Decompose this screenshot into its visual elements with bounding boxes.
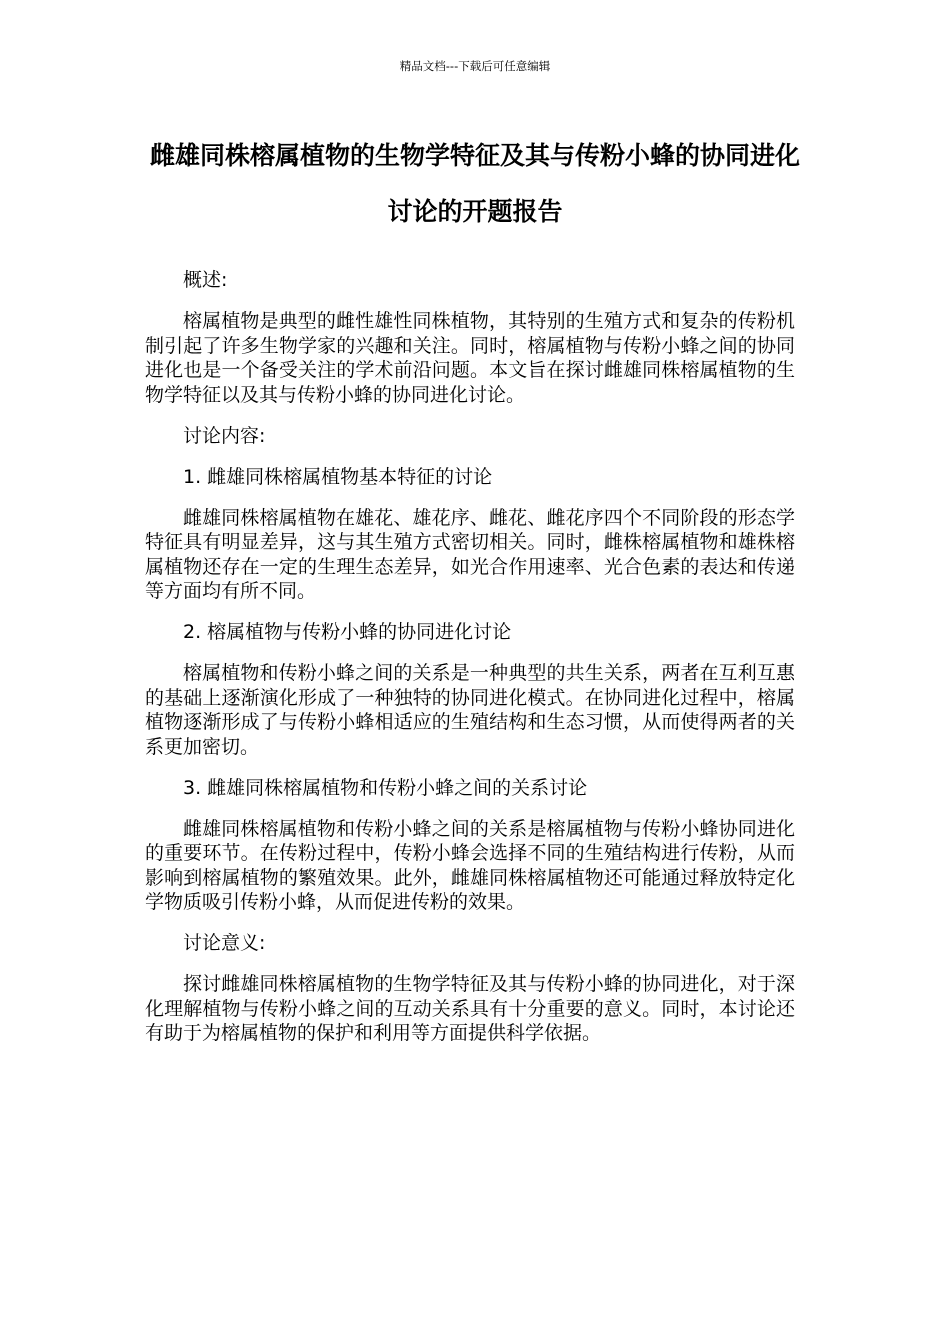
overview-heading: 概述: bbox=[183, 269, 228, 291]
significance-paragraph: 探讨雌雄同株榕属植物的生物学特征及其与传粉小蜂的协同进化，对于深化理解植物与传粉小蜂之间的互动关系具有十分重要的意义。同时，本讨论还有助于为榕属植物的保护和利用等方面提供科学依据。 bbox=[145, 973, 795, 1044]
page-header-note: 精品文档---下载后可任意编辑 bbox=[399, 59, 551, 73]
discussion-content-heading: 讨论内容: bbox=[183, 424, 266, 447]
section-2-heading: 2. 榕属植物与传粉小蜂的协同进化讨论 bbox=[183, 621, 512, 643]
section-2-paragraph: 榕属植物和传粉小蜂之间的关系是一种典型的共生关系，两者在互利互惠的基础上逐渐演化形成了一种独特的协同进化模式。在协同进化过程中，榕属植物逐渐形成了与传粉小蜂相适应的生殖结构和生态习惯，从而使得两者的关系更加密切。 bbox=[145, 662, 795, 758]
document-title: 雌雄同株榕属植物的生物学特征及其与传粉小蜂的协同进化讨论的开题报告 bbox=[149, 141, 800, 226]
section-1-heading: 1. 雌雄同株榕属植物基本特征的讨论 bbox=[183, 465, 493, 488]
section-3-heading: 3. 雌雄同株榕属植物和传粉小蜂之间的关系讨论 bbox=[183, 776, 588, 799]
section-1-paragraph: 雌雄同株榕属植物在雄花、雄花序、雌花、雌花序四个不同阶段的形态学特征具有明显差异，这与其生殖方式密切相关。同时，雌株榕属植物和雄株榕属植物还存在一定的生理生态差异，如光合作用速率、光合色素的表达和传递等方面均有所不同。 bbox=[145, 506, 795, 602]
section-3-paragraph: 雌雄同株榕属植物和传粉小蜂之间的关系是榕属植物与传粉小蜂协同进化的重要环节。在传粉过程中，传粉小蜂会选择不同的生殖结构进行传粉，从而影响到榕属植物的繁殖效果。此外，雌雄同株榕属植物还可能通过释放特定化学物质吸引传粉小蜂，从而促进传粉的效果。 bbox=[145, 817, 795, 913]
document-body bbox=[145, 268, 795, 1062]
significance-heading: 讨论意义: bbox=[183, 932, 266, 954]
overview-paragraph: 榕属植物是典型的雌性雄性同株植物，其特别的生殖方式和复杂的传粉机制引起了许多生物学家的兴趣和关注。同时，榕属植物与传粉小蜂之间的协同进化也是一个备受关注的学术前沿问题。本文旨在探讨雌雄同株榕属植物的生物学特征以及其与传粉小蜂的协同进化讨论。 bbox=[145, 310, 795, 406]
